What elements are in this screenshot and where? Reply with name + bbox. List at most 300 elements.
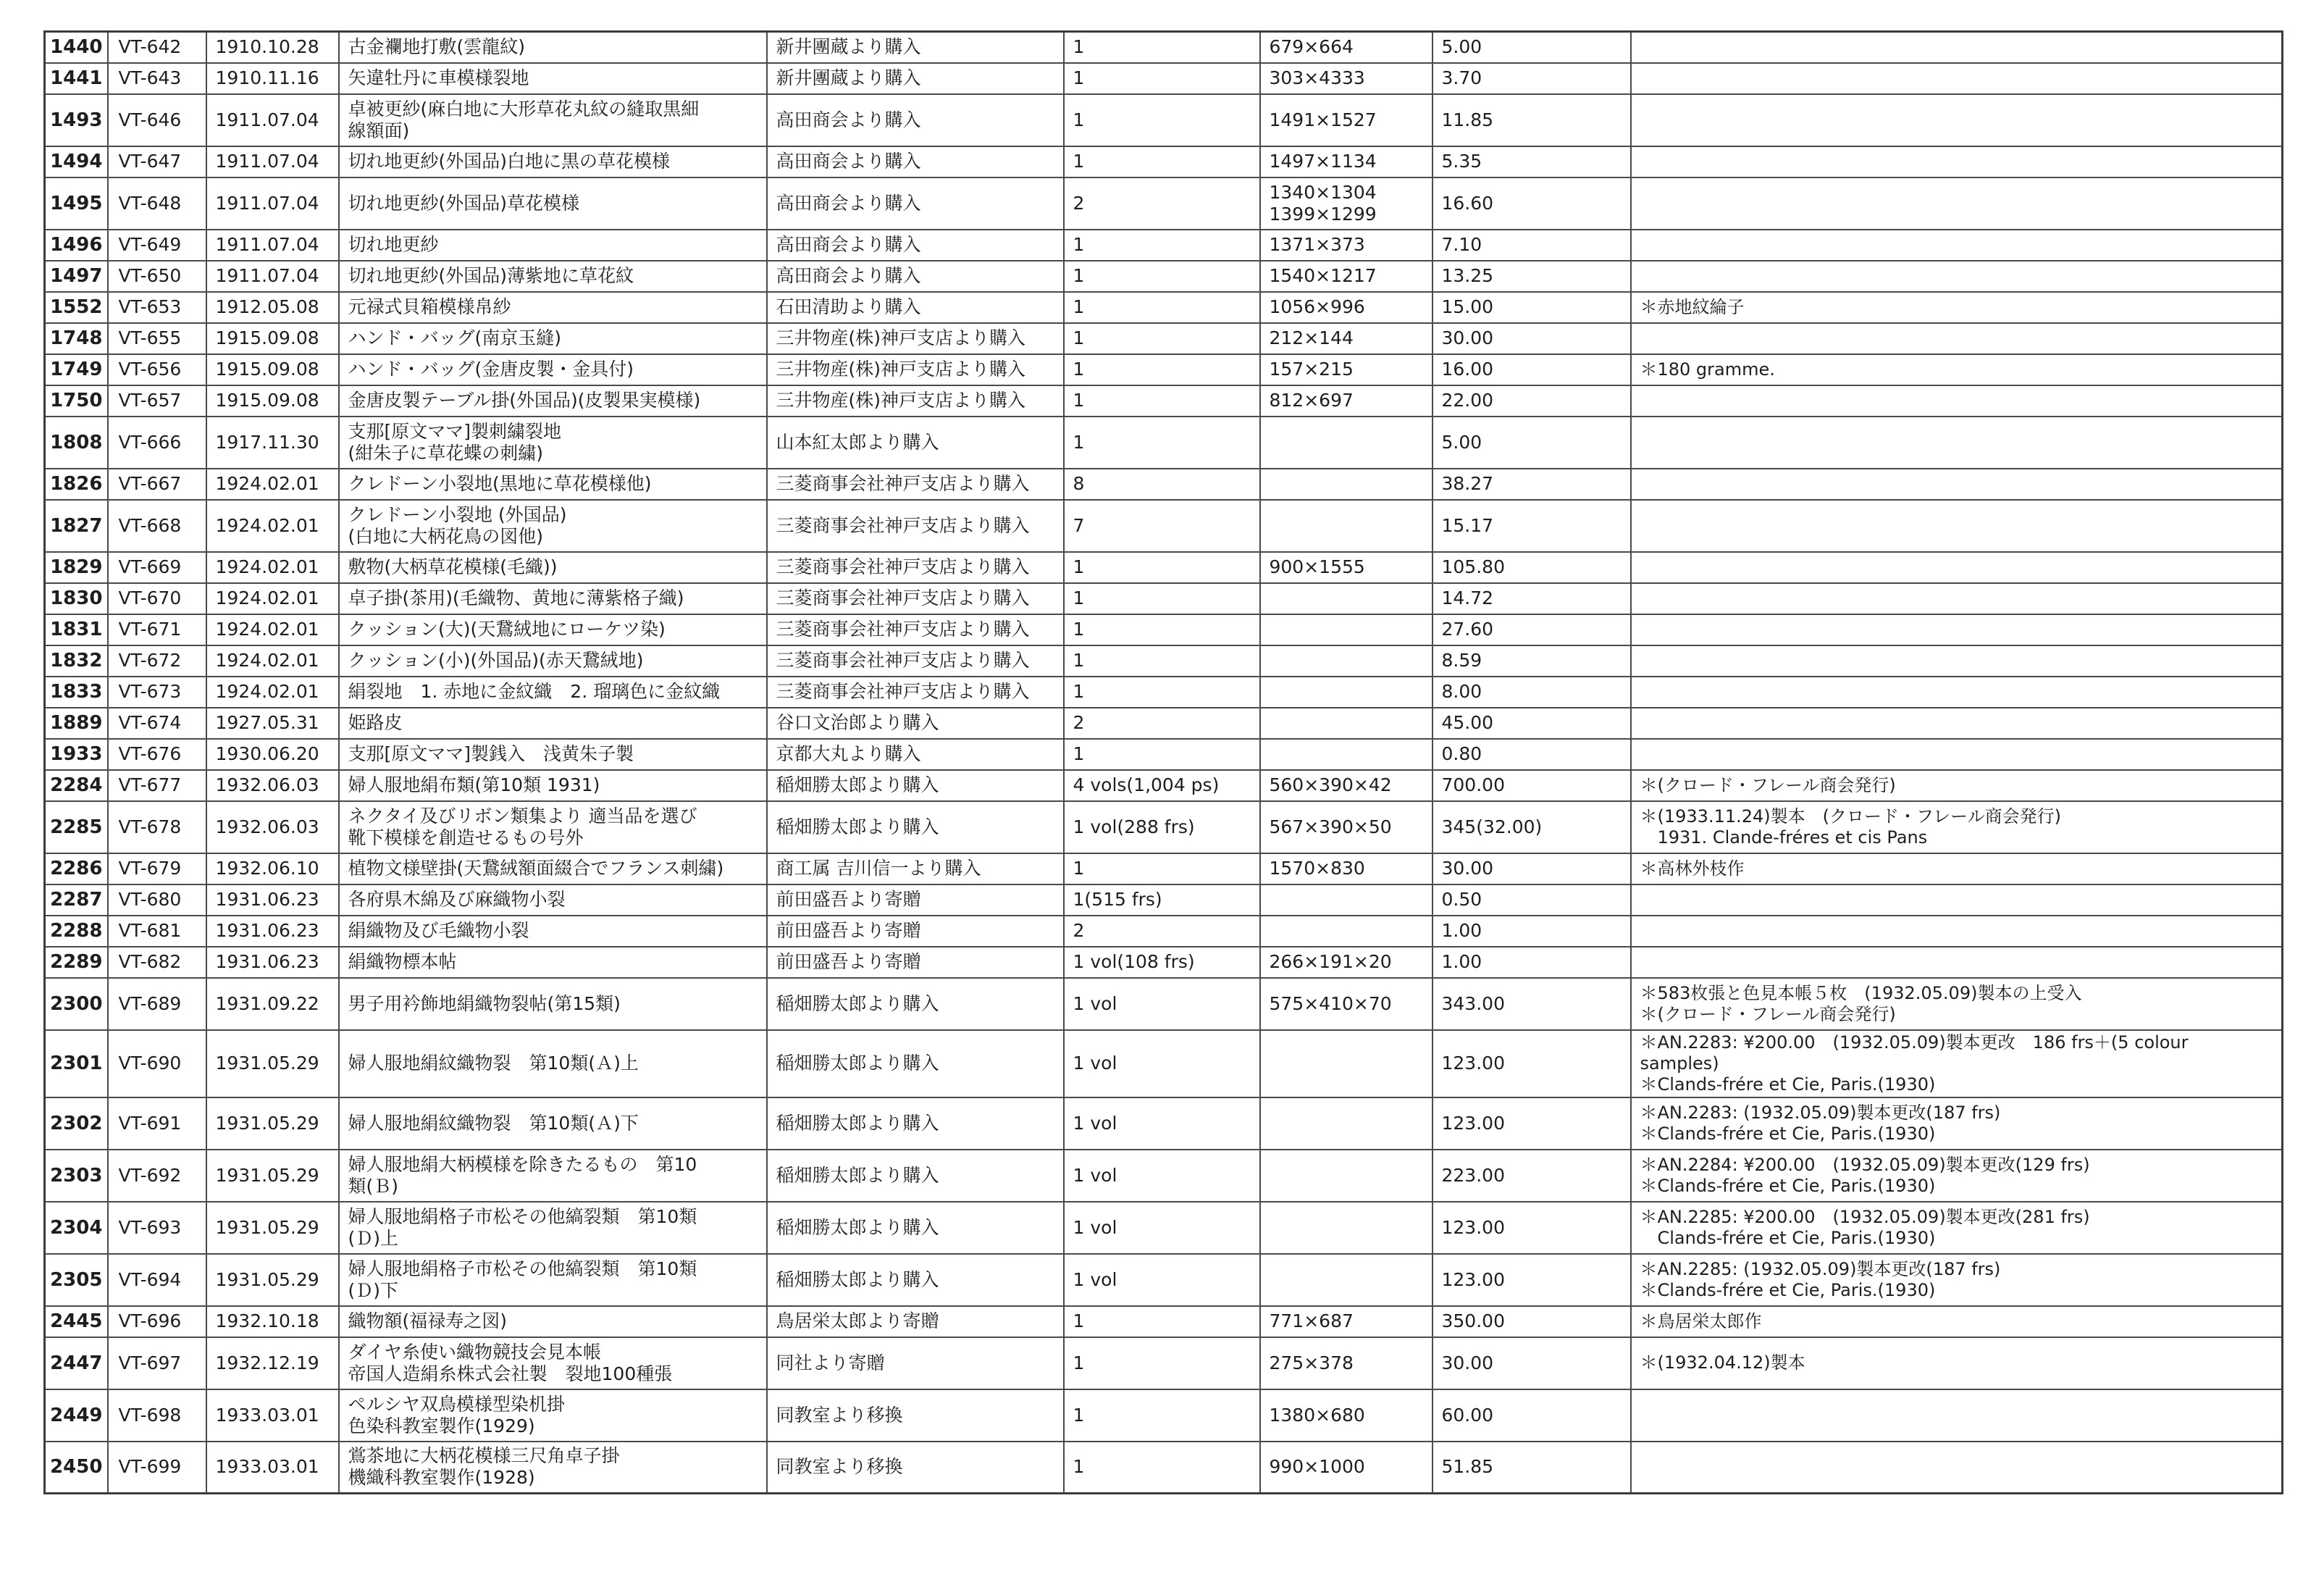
remarks: [1631, 645, 2283, 677]
acquisition-source: 稲畑勝太郎より購入: [767, 1254, 1064, 1306]
table-row: [45, 1337, 2283, 1389]
item-title: 婦人服地絹格子市松その他縞裂類 第10類 (Ｄ)下: [339, 1254, 767, 1306]
dimensions: 1491×1527: [1260, 94, 1432, 146]
acquisition-source: 稲畑勝太郎より購入: [767, 770, 1064, 801]
item-title: ハンド・バッグ(南京玉縫): [339, 323, 767, 354]
acquisition-source: 稲畑勝太郎より購入: [767, 978, 1064, 1030]
price: 16.60: [1432, 177, 1631, 230]
item-title: 婦人服地絹紋織物裂 第10類(Ａ)下: [339, 1097, 767, 1150]
catalog-number: 1829: [45, 552, 108, 583]
remarks: ＊AN.2283: (1932.05.09)製本更改(187 frs) ＊Clands-frére et Cie, Paris.(1930): [1631, 1097, 2283, 1150]
price: 14.72: [1432, 583, 1631, 614]
item-title: ネクタイ及びリボン類集より 適当品を選び 靴下模様を創造せるもの号外: [339, 801, 767, 853]
remarks: [1631, 916, 2283, 947]
price: 0.50: [1432, 884, 1631, 916]
acquisition-date: 1910.10.28: [206, 32, 339, 63]
acquisition-date: 1924.02.01: [206, 677, 339, 708]
vt-number: VT-691: [108, 1097, 206, 1150]
table-row: [45, 230, 2283, 261]
quantity: 1: [1064, 94, 1260, 146]
acquisition-source: 前田盛吾より寄贈: [767, 884, 1064, 916]
acquisition-source: 同社より寄贈: [767, 1337, 1064, 1389]
quantity: 1: [1064, 230, 1260, 261]
catalog-number: 1748: [45, 323, 108, 354]
price: 123.00: [1432, 1097, 1631, 1150]
acquisition-date: 1924.02.01: [206, 645, 339, 677]
table-row: [45, 354, 2283, 385]
catalog-number: 2285: [45, 801, 108, 853]
acquisition-date: 1915.09.08: [206, 385, 339, 417]
remarks: [1631, 884, 2283, 916]
vt-number: VT-697: [108, 1337, 206, 1389]
quantity: 1 vol(288 frs): [1064, 801, 1260, 853]
vt-number: VT-669: [108, 552, 206, 583]
dimensions: 771×687: [1260, 1306, 1432, 1337]
remarks: [1631, 708, 2283, 739]
quantity: 1 vol: [1064, 1030, 1260, 1097]
acquisition-source: 高田商会より購入: [767, 94, 1064, 146]
dimensions: [1260, 1254, 1432, 1306]
item-title: 支那[原文ママ]製銭入 浅黄朱子製: [339, 739, 767, 770]
dimensions: 1371×373: [1260, 230, 1432, 261]
acquisition-date: 1932.12.19: [206, 1337, 339, 1389]
table-row: [45, 1097, 2283, 1150]
item-title: クッション(大)(天鵞絨地にローケツ染): [339, 614, 767, 645]
remarks: ＊583枚張と色見本帳５枚 (1932.05.09)製本の上受入 ＊(クロード・フレール商会発行): [1631, 978, 2283, 1030]
table-row: [45, 645, 2283, 677]
catalog-number: 2284: [45, 770, 108, 801]
price: 8.00: [1432, 677, 1631, 708]
catalog-number: 2300: [45, 978, 108, 1030]
table-row: [45, 292, 2283, 323]
remarks: [1631, 583, 2283, 614]
remarks: [1631, 739, 2283, 770]
acquisition-source: 三井物産(株)神戸支店より購入: [767, 323, 1064, 354]
quantity: 1: [1064, 354, 1260, 385]
quantity: 1: [1064, 146, 1260, 177]
acquisition-date: 1912.05.08: [206, 292, 339, 323]
acquisition-source: 新井團蔵より購入: [767, 32, 1064, 63]
catalog-number: 2304: [45, 1202, 108, 1254]
price: 30.00: [1432, 853, 1631, 884]
item-title: ハンド・バッグ(金唐皮製・金具付): [339, 354, 767, 385]
acquisition-source: 山本紅太郎より購入: [767, 417, 1064, 469]
item-title: 姫路皮: [339, 708, 767, 739]
price: 22.00: [1432, 385, 1631, 417]
table-row: [45, 770, 2283, 801]
acquisition-date: 1931.06.23: [206, 884, 339, 916]
acquisition-source: 前田盛吾より寄贈: [767, 916, 1064, 947]
vt-number: VT-673: [108, 677, 206, 708]
acquisition-source: 同教室より移換: [767, 1442, 1064, 1494]
vt-number: VT-649: [108, 230, 206, 261]
item-title: クレドーン小裂地 (外国品) (白地に大柄花鳥の図他): [339, 500, 767, 552]
quantity: 1: [1064, 677, 1260, 708]
acquisition-source: 三井物産(株)神戸支店より購入: [767, 354, 1064, 385]
price: 15.17: [1432, 500, 1631, 552]
item-title: 鴬茶地に大柄花模様三尺角卓子掛 機織科教室製作(1928): [339, 1442, 767, 1494]
dimensions: 560×390×42: [1260, 770, 1432, 801]
item-title: 婦人服地絹大柄模様を除きたるもの 第10 類(Ｂ): [339, 1150, 767, 1202]
remarks: ＊AN.2285: (1932.05.09)製本更改(187 frs) ＊Clands-frére et Cie, Paris.(1930): [1631, 1254, 2283, 1306]
quantity: 1: [1064, 261, 1260, 292]
catalog-rows: [45, 32, 2283, 1494]
table-row: [45, 853, 2283, 884]
dimensions: 303×4333: [1260, 63, 1432, 94]
dimensions: [1260, 708, 1432, 739]
catalog-number: 1889: [45, 708, 108, 739]
acquisition-date: 1911.07.04: [206, 261, 339, 292]
vt-number: VT-678: [108, 801, 206, 853]
vt-number: VT-699: [108, 1442, 206, 1494]
quantity: 2: [1064, 177, 1260, 230]
acquisition-source: 三菱商事会社神戸支店より購入: [767, 583, 1064, 614]
quantity: 1 vol: [1064, 1254, 1260, 1306]
quantity: 4 vols(1,004 ps): [1064, 770, 1260, 801]
table-row: [45, 94, 2283, 146]
acquisition-date: 1915.09.08: [206, 323, 339, 354]
dimensions: 1497×1134: [1260, 146, 1432, 177]
item-title: 切れ地更紗: [339, 230, 767, 261]
dimensions: [1260, 469, 1432, 500]
remarks: [1631, 63, 2283, 94]
vt-number: VT-670: [108, 583, 206, 614]
vt-number: VT-680: [108, 884, 206, 916]
vt-number: VT-690: [108, 1030, 206, 1097]
dimensions: 679×664: [1260, 32, 1432, 63]
item-title: 各府県木綿及び麻織物小裂: [339, 884, 767, 916]
vt-number: VT-656: [108, 354, 206, 385]
catalog-number: 2305: [45, 1254, 108, 1306]
acquisition-date: 1932.06.03: [206, 801, 339, 853]
quantity: 1 vol(108 frs): [1064, 947, 1260, 978]
acquisition-source: 高田商会より購入: [767, 177, 1064, 230]
price: 11.85: [1432, 94, 1631, 146]
dimensions: 900×1555: [1260, 552, 1432, 583]
acquisition-date: 1924.02.01: [206, 552, 339, 583]
price: 1.00: [1432, 947, 1631, 978]
remarks: [1631, 385, 2283, 417]
quantity: 7: [1064, 500, 1260, 552]
dimensions: [1260, 614, 1432, 645]
quantity: 2: [1064, 708, 1260, 739]
table-row: [45, 1030, 2283, 1097]
table-row: [45, 385, 2283, 417]
catalog-number: 2301: [45, 1030, 108, 1097]
price: 5.00: [1432, 417, 1631, 469]
catalog-number: 2447: [45, 1337, 108, 1389]
quantity: 1: [1064, 645, 1260, 677]
quantity: 1: [1064, 614, 1260, 645]
remarks: ＊(クロード・フレール商会発行): [1631, 770, 2283, 801]
quantity: 1 vol: [1064, 1202, 1260, 1254]
dimensions: 275×378: [1260, 1337, 1432, 1389]
remarks: ＊(1933.11.24)製本 (クロード・フレール商会発行) 1931. Clande-fréres et cis Pans: [1631, 801, 2283, 853]
remarks: [1631, 1442, 2283, 1494]
table-row: [45, 614, 2283, 645]
acquisition-source: 稲畑勝太郎より購入: [767, 1097, 1064, 1150]
table-row: [45, 1442, 2283, 1494]
quantity: 1 vol: [1064, 1097, 1260, 1150]
dimensions: 1380×680: [1260, 1389, 1432, 1442]
quantity: 1: [1064, 552, 1260, 583]
acquisition-date: 1911.07.04: [206, 94, 339, 146]
acquisition-date: 1924.02.01: [206, 583, 339, 614]
vt-number: VT-681: [108, 916, 206, 947]
item-title: ダイヤ糸使い織物競技会見本帳 帝国人造絹糸株式会社製 裂地100種張: [339, 1337, 767, 1389]
table-row: [45, 261, 2283, 292]
remarks: ＊高林外枝作: [1631, 853, 2283, 884]
catalog-number: 1495: [45, 177, 108, 230]
price: 345(32.00): [1432, 801, 1631, 853]
acquisition-date: 1932.06.03: [206, 770, 339, 801]
remarks: [1631, 94, 2283, 146]
dimensions: [1260, 645, 1432, 677]
acquisition-date: 1930.06.20: [206, 739, 339, 770]
dimensions: [1260, 884, 1432, 916]
price: 1.00: [1432, 916, 1631, 947]
acquisition-date: 1924.02.01: [206, 500, 339, 552]
catalog-number: 2289: [45, 947, 108, 978]
catalog-number: 2302: [45, 1097, 108, 1150]
vt-number: VT-689: [108, 978, 206, 1030]
acquisition-date: 1931.06.23: [206, 916, 339, 947]
dimensions: 266×191×20: [1260, 947, 1432, 978]
vt-number: VT-694: [108, 1254, 206, 1306]
vt-number: VT-655: [108, 323, 206, 354]
quantity: 1: [1064, 32, 1260, 63]
table-row: [45, 146, 2283, 177]
acquisition-source: 新井團蔵より購入: [767, 63, 1064, 94]
acquisition-date: 1924.02.01: [206, 614, 339, 645]
catalog-number: 1831: [45, 614, 108, 645]
item-title: 古金襴地打敷(雲龍紋): [339, 32, 767, 63]
item-title: 植物文様壁掛(天鵞絨額面綴合でフランス刺繍): [339, 853, 767, 884]
quantity: 1: [1064, 583, 1260, 614]
acquisition-date: 1931.09.22: [206, 978, 339, 1030]
item-title: 卓子掛(茶用)(毛織物、黄地に薄紫格子織): [339, 583, 767, 614]
acquisition-date: 1931.06.23: [206, 947, 339, 978]
dimensions: [1260, 1150, 1432, 1202]
catalog-number: 1552: [45, 292, 108, 323]
catalog-number: 1827: [45, 500, 108, 552]
acquisition-source: 石田清助より購入: [767, 292, 1064, 323]
dimensions: [1260, 916, 1432, 947]
acquisition-source: 稲畑勝太郎より購入: [767, 1030, 1064, 1097]
acquisition-date: 1915.09.08: [206, 354, 339, 385]
remarks: ＊(1932.04.12)製本: [1631, 1337, 2283, 1389]
quantity: 1: [1064, 1389, 1260, 1442]
dimensions: [1260, 500, 1432, 552]
item-title: 織物額(福禄寿之図): [339, 1306, 767, 1337]
remarks: ＊AN.2283: ¥200.00 (1932.05.09)製本更改 186 frs＋(5 colour samples) ＊Clands-frére et Cie, Paris.(1930): [1631, 1030, 2283, 1097]
vt-number: VT-692: [108, 1150, 206, 1202]
catalog-number: 1830: [45, 583, 108, 614]
vt-number: VT-682: [108, 947, 206, 978]
price: 30.00: [1432, 1337, 1631, 1389]
vt-number: VT-671: [108, 614, 206, 645]
remarks: [1631, 177, 2283, 230]
item-title: 矢違牡丹に車模様裂地: [339, 63, 767, 94]
vt-number: VT-648: [108, 177, 206, 230]
catalog-number: 1493: [45, 94, 108, 146]
acquisition-date: 1927.05.31: [206, 708, 339, 739]
table-row: [45, 1254, 2283, 1306]
item-title: 敷物(大柄草花模様(毛織)): [339, 552, 767, 583]
table-row: [45, 739, 2283, 770]
item-title: 金唐皮製テーブル掛(外国品)(皮製果実模様): [339, 385, 767, 417]
price: 45.00: [1432, 708, 1631, 739]
item-title: 卓被更紗(麻白地に大形草花丸紋の縫取黒細 線額面): [339, 94, 767, 146]
dimensions: [1260, 677, 1432, 708]
catalog-number: 1496: [45, 230, 108, 261]
table-row: [45, 417, 2283, 469]
acquisition-date: 1931.05.29: [206, 1097, 339, 1150]
price: 7.10: [1432, 230, 1631, 261]
quantity: 1(515 frs): [1064, 884, 1260, 916]
acquisition-date: 1931.05.29: [206, 1254, 339, 1306]
remarks: ＊AN.2285: ¥200.00 (1932.05.09)製本更改(281 frs) Clands-frére et Cie, Paris.(1930): [1631, 1202, 2283, 1254]
remarks: [1631, 469, 2283, 500]
price: 223.00: [1432, 1150, 1631, 1202]
item-title: 絹織物及び毛織物小裂: [339, 916, 767, 947]
table-row: [45, 677, 2283, 708]
price: 5.35: [1432, 146, 1631, 177]
acquisition-source: 稲畑勝太郎より購入: [767, 1202, 1064, 1254]
dimensions: [1260, 1097, 1432, 1150]
acquisition-date: 1932.06.10: [206, 853, 339, 884]
vt-number: VT-668: [108, 500, 206, 552]
catalog-number: 1749: [45, 354, 108, 385]
table-row: [45, 500, 2283, 552]
acquisition-source: 前田盛吾より寄贈: [767, 947, 1064, 978]
table-row: [45, 583, 2283, 614]
item-title: 切れ地更紗(外国品)白地に黒の草花模様: [339, 146, 767, 177]
price: 13.25: [1432, 261, 1631, 292]
item-title: 切れ地更紗(外国品)薄紫地に草花紋: [339, 261, 767, 292]
remarks: [1631, 32, 2283, 63]
remarks: ＊AN.2284: ¥200.00 (1932.05.09)製本更改(129 frs) ＊Clands-frére et Cie, Paris.(1930): [1631, 1150, 2283, 1202]
vt-number: VT-642: [108, 32, 206, 63]
acquisition-date: 1931.05.29: [206, 1150, 339, 1202]
remarks: [1631, 230, 2283, 261]
vt-number: VT-643: [108, 63, 206, 94]
table-row: [45, 63, 2283, 94]
remarks: [1631, 323, 2283, 354]
dimensions: 212×144: [1260, 323, 1432, 354]
table-row: [45, 323, 2283, 354]
table-row: [45, 1306, 2283, 1337]
quantity: 1: [1064, 292, 1260, 323]
table-row: [45, 708, 2283, 739]
vt-number: VT-650: [108, 261, 206, 292]
dimensions: 812×697: [1260, 385, 1432, 417]
dimensions: [1260, 583, 1432, 614]
vt-number: VT-677: [108, 770, 206, 801]
vt-number: VT-657: [108, 385, 206, 417]
remarks: [1631, 417, 2283, 469]
remarks: ＊鳥居栄太郎作: [1631, 1306, 2283, 1337]
price: 16.00: [1432, 354, 1631, 385]
catalog-number: 2287: [45, 884, 108, 916]
dimensions: 990×1000: [1260, 1442, 1432, 1494]
dimensions: 157×215: [1260, 354, 1432, 385]
acquisition-source: 同教室より移換: [767, 1389, 1064, 1442]
remarks: [1631, 614, 2283, 645]
item-title: 絹裂地 1. 赤地に金紋織 2. 瑠璃色に金紋織: [339, 677, 767, 708]
catalog-number: 1808: [45, 417, 108, 469]
price: 5.00: [1432, 32, 1631, 63]
price: 0.80: [1432, 739, 1631, 770]
acquisition-source: 三菱商事会社神戸支店より購入: [767, 614, 1064, 645]
catalog-number: 2450: [45, 1442, 108, 1494]
catalog-number: 1494: [45, 146, 108, 177]
catalog-number: 2303: [45, 1150, 108, 1202]
item-title: 絹織物標本帖: [339, 947, 767, 978]
quantity: 1: [1064, 63, 1260, 94]
catalog-number: 2449: [45, 1389, 108, 1442]
item-title: 男子用衿飾地絹織物裂帖(第15類): [339, 978, 767, 1030]
vt-number: VT-647: [108, 146, 206, 177]
acquisition-source: 三菱商事会社神戸支店より購入: [767, 645, 1064, 677]
table-row: [45, 1202, 2283, 1254]
vt-number: VT-696: [108, 1306, 206, 1337]
price: 123.00: [1432, 1030, 1631, 1097]
table-row: [45, 947, 2283, 978]
dimensions: 575×410×70: [1260, 978, 1432, 1030]
catalog-table: [43, 30, 2283, 1494]
price: 27.60: [1432, 614, 1631, 645]
remarks: [1631, 500, 2283, 552]
quantity: 2: [1064, 916, 1260, 947]
vt-number: VT-676: [108, 739, 206, 770]
quantity: 1 vol: [1064, 978, 1260, 1030]
acquisition-date: 1924.02.01: [206, 469, 339, 500]
quantity: 1: [1064, 1442, 1260, 1494]
catalog-number: 1826: [45, 469, 108, 500]
acquisition-source: 稲畑勝太郎より購入: [767, 1150, 1064, 1202]
price: 8.59: [1432, 645, 1631, 677]
acquisition-source: 三菱商事会社神戸支店より購入: [767, 500, 1064, 552]
acquisition-date: 1931.05.29: [206, 1202, 339, 1254]
remarks: [1631, 947, 2283, 978]
table-row: [45, 177, 2283, 230]
item-title: 元禄式貝箱模様帛紗: [339, 292, 767, 323]
remarks: [1631, 146, 2283, 177]
dimensions: [1260, 739, 1432, 770]
quantity: 1: [1064, 853, 1260, 884]
quantity: 8: [1064, 469, 1260, 500]
acquisition-source: 高田商会より購入: [767, 230, 1064, 261]
acquisition-source: 谷口文治郎より購入: [767, 708, 1064, 739]
remarks: ＊180 gramme.: [1631, 354, 2283, 385]
catalog-number: 1833: [45, 677, 108, 708]
dimensions: 1056×996: [1260, 292, 1432, 323]
acquisition-date: 1933.03.01: [206, 1389, 339, 1442]
table-row: [45, 916, 2283, 947]
table-row: [45, 1389, 2283, 1442]
acquisition-source: 鳥居栄太郎より寄贈: [767, 1306, 1064, 1337]
remarks: [1631, 677, 2283, 708]
vt-number: VT-667: [108, 469, 206, 500]
dimensions: [1260, 1202, 1432, 1254]
remarks: ＊赤地紋綸子: [1631, 292, 2283, 323]
item-title: ペルシヤ双鳥模様型染机掛 色染科教室製作(1929): [339, 1389, 767, 1442]
quantity: 1: [1064, 1337, 1260, 1389]
vt-number: VT-672: [108, 645, 206, 677]
acquisition-source: 三菱商事会社神戸支店より購入: [767, 552, 1064, 583]
acquisition-date: 1917.11.30: [206, 417, 339, 469]
